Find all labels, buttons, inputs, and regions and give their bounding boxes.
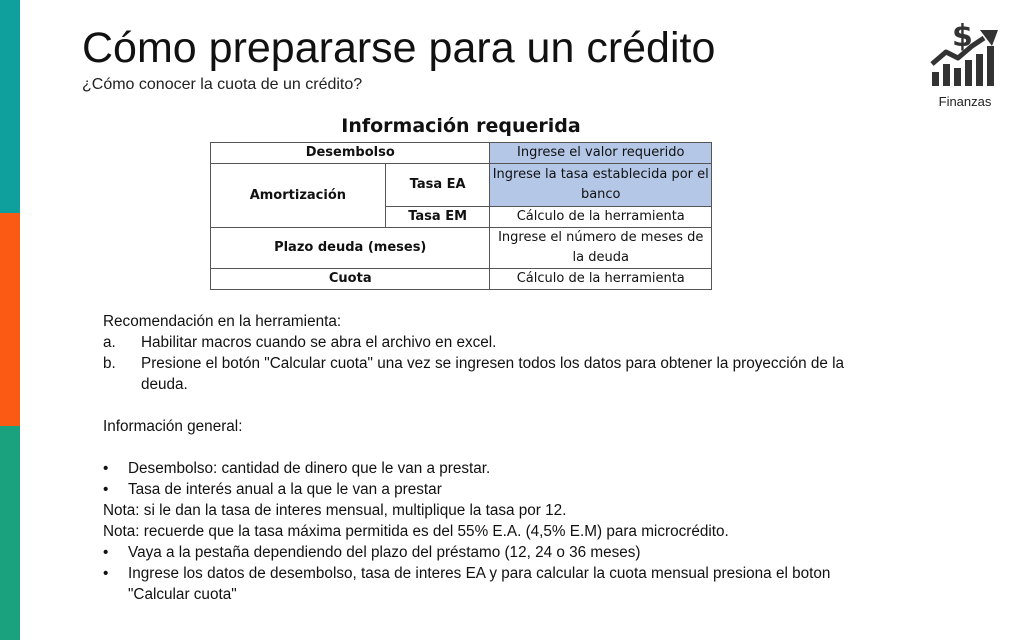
list-marker: b. bbox=[103, 355, 116, 372]
desembolso-label: Desembolso bbox=[211, 143, 490, 164]
table-row bbox=[211, 269, 712, 290]
list-item bbox=[103, 353, 863, 395]
plazo-label: Plazo deuda (meses) bbox=[211, 228, 490, 269]
tasa-ea-label: Tasa EA bbox=[385, 164, 490, 207]
plazo-value: Ingrese el número de meses de la deuda bbox=[490, 228, 712, 269]
desembolso-value: Ingrese el valor requerido bbox=[490, 143, 712, 164]
list-text: Ingrese los datos de desembolso, tasa de interes EA y para calcular la cuota mensual presiona el boton "Calcular cuota" bbox=[128, 565, 831, 603]
tasa-ea-value: Ingrese la tasa establecida por el banco bbox=[490, 164, 712, 207]
bullet: • bbox=[103, 481, 109, 498]
table-row bbox=[211, 164, 712, 207]
list-text: Desembolso: cantidad de dinero que le van a prestar. bbox=[128, 460, 491, 477]
table-row bbox=[211, 228, 712, 269]
cuota-value: Cálculo de la herramienta bbox=[490, 269, 712, 290]
accent-stripe-green bbox=[0, 426, 20, 640]
list-marker: a. bbox=[103, 334, 116, 351]
list-item bbox=[103, 479, 863, 500]
list-item bbox=[103, 563, 863, 605]
table-row bbox=[211, 143, 712, 164]
list-item bbox=[103, 332, 863, 353]
bullet: • bbox=[103, 460, 109, 477]
list-text: Vaya a la pestaña dependiendo del plazo del préstamo (12, 24 o 36 meses) bbox=[128, 544, 641, 561]
general-heading: Información general: bbox=[103, 418, 243, 435]
tasa-em-value: Cálculo de la herramienta bbox=[490, 207, 712, 228]
logo-label: Finanzas bbox=[938, 94, 992, 109]
bullet: • bbox=[103, 565, 109, 582]
accent-stripe-orange bbox=[0, 213, 20, 426]
recommendations-heading: Recomendación en la herramienta: bbox=[103, 313, 342, 330]
tasa-em-label: Tasa EM bbox=[385, 207, 490, 228]
svg-text:$: $ bbox=[952, 19, 973, 54]
instructions-block bbox=[103, 311, 863, 605]
info-table bbox=[210, 142, 712, 290]
table-title: Información requerida bbox=[341, 115, 581, 137]
accent-stripe-teal bbox=[0, 0, 20, 213]
finance-chart-dollar-icon bbox=[928, 16, 1000, 94]
list-text: Presione el botón "Calcular cuota" una vez se ingresen todos los datos para obtener la proyección de la deuda. bbox=[141, 355, 845, 393]
page-subtitle: ¿Cómo conocer la cuota de un crédito? bbox=[82, 76, 363, 93]
note-line: Nota: si le dan la tasa de interes mensual, multiplique la tasa por 12. bbox=[103, 502, 567, 519]
amortizacion-label: Amortización bbox=[211, 164, 386, 228]
page-title: Cómo prepararse para un crédito bbox=[82, 24, 716, 72]
list-text: Habilitar macros cuando se abra el archivo en excel. bbox=[141, 334, 497, 351]
bullet: • bbox=[103, 544, 109, 561]
cuota-label: Cuota bbox=[211, 269, 490, 290]
list-item bbox=[103, 542, 863, 563]
list-item bbox=[103, 458, 863, 479]
list-text: Tasa de interés anual a la que le van a prestar bbox=[128, 481, 442, 498]
note-line: Nota: recuerde que la tasa máxima permitida es del 55% E.A. (4,5% E.M) para microcrédito. bbox=[103, 523, 729, 540]
